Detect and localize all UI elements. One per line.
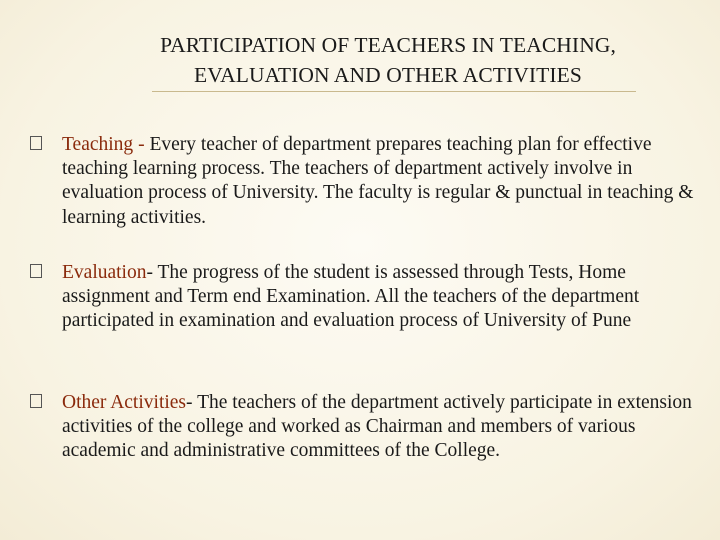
bullet-text	[62, 261, 702, 334]
bullet-body: The teachers of the department actively participate in extension activities of the college and worked as Chairman and members of various academic and administrative committees of the College.	[62, 392, 692, 462]
title-underline	[152, 91, 636, 92]
square-bullet-icon	[30, 136, 42, 150]
bullet-body: Every teacher of department prepares teaching plan for effective teaching learning process. The teachers of department actively involve in evaluation process of University. The faculty is regular & punctual in teaching & learning activities.	[62, 134, 694, 228]
bullet-separator: -	[146, 262, 158, 283]
square-bullet-icon	[30, 394, 42, 408]
title-line-2: EVALUATION AND OTHER ACTIVITIES	[194, 63, 582, 87]
bullet-separator: -	[186, 392, 198, 413]
slide-title	[0, 30, 720, 90]
square-bullet-icon	[30, 264, 42, 278]
bullet-text	[62, 391, 702, 464]
bullet-text	[62, 133, 702, 230]
bullet-body: The progress of the student is assessed through Tests, Home assignment and Term end Examination. All the teachers of the department participated in examination and evaluation process of University of Pune	[62, 262, 640, 332]
bullet-term: Other Activities	[62, 392, 187, 413]
title-line-1: PARTICIPATION OF TEACHERS IN TEACHING,	[160, 33, 616, 57]
bullet-term: Evaluation	[62, 262, 147, 283]
bullet-term: Teaching	[62, 134, 134, 155]
bullet-separator: -	[133, 134, 150, 155]
